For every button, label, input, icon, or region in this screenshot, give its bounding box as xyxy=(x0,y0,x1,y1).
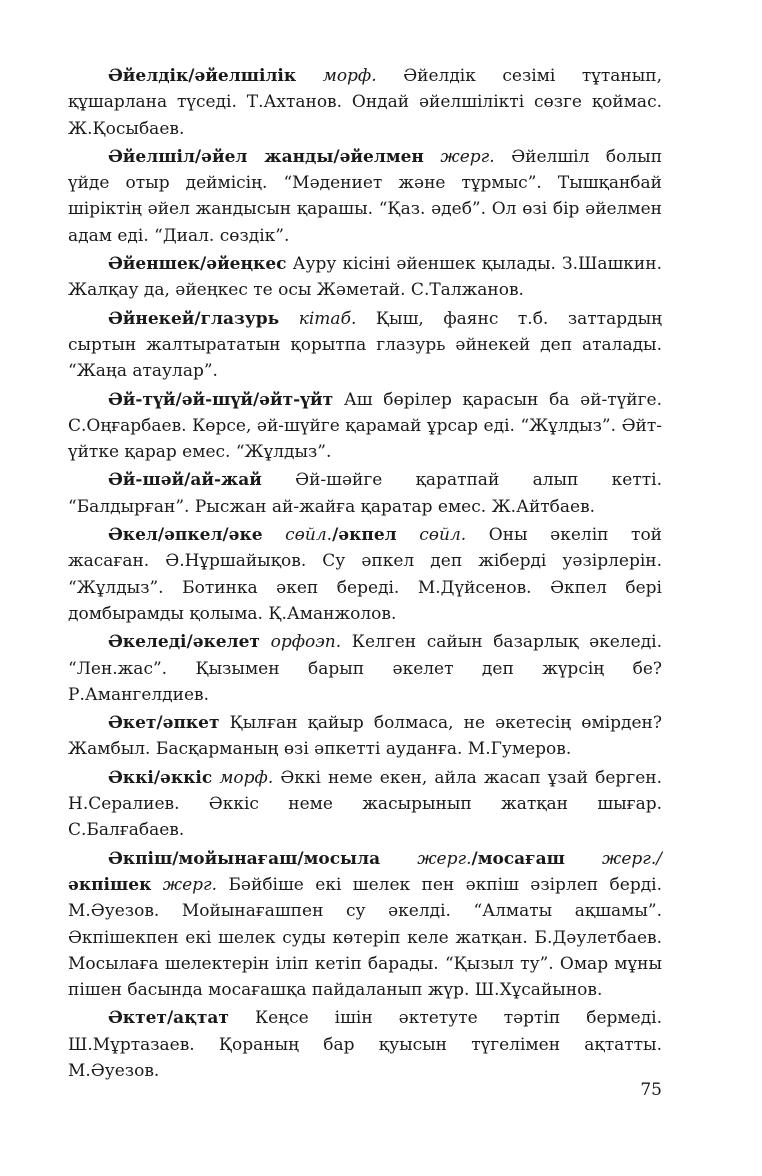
headword: Әккі/әккіс xyxy=(108,767,213,788)
headword: Әйелдік/әйелшілік xyxy=(108,66,297,86)
usage-label: жерг. xyxy=(440,146,495,167)
usage-label: сөйл. xyxy=(285,525,333,546)
headword: Әкеледі/әкелет xyxy=(108,632,260,653)
entry-aket xyxy=(68,710,662,763)
entry-ai-tui xyxy=(68,387,662,466)
entry-examples: Бәйбіше екі шелек пен әкпіш әзірлеп берді. М.Әуезов. Мойынағашпен су әкелді. “Алматы ақшамы”. Әкпішекпен екі шелек суды көтеріп келе жатқан. Б.Дәулетбаев. Мосылаға шелектерін іліп кетіп барады. “Қызыл ту”. Омар мұны пішен басында мосағашқа пайдаланып жүр. Ш.Хұсайынов. xyxy=(68,874,663,1001)
headword-variant: /әкпел xyxy=(332,525,397,546)
entry-aiensheк xyxy=(68,251,662,304)
entry-ainekei xyxy=(68,306,662,385)
entry-aieldik xyxy=(68,63,662,142)
headword: Әйелшіл/әйел жанды/әйелмен xyxy=(108,146,424,167)
entry-ai-shai xyxy=(68,467,662,520)
headword: Әйнекей/глазурь xyxy=(108,308,280,329)
entry-examples: Әккі неме екен, айла жасап ұзай берген. Н.Сералиев. Әккіс неме жасырынып жатқан шығар. С.Балғабаев. xyxy=(68,767,663,841)
page-number: 75 xyxy=(640,1080,662,1100)
entry-examples: Әй-шәйге қаратпай алып кетті. “Балдырған”. Рысжан ай-жайға қаратар емес. Ж.Айтбаев. xyxy=(68,470,662,517)
entry-examples: Ауру кісіні әйеншек қылады. З.Шашкин. Жалқау да, әйеңкес те осы Жәметай. С.Талжанов. xyxy=(68,254,663,301)
entry-akpish xyxy=(68,846,662,1004)
entry-examples: Кеңсе ішін әктетуте тәртіп бермеді. Ш.Мұртазаев. Қораның бар қуысын түгелімен ақтатты. М.Әуезов. xyxy=(68,1008,663,1081)
headword: Әкет/әпкет xyxy=(108,713,220,734)
usage-label-variant: сөйл. xyxy=(419,525,467,546)
entry-akki xyxy=(68,765,662,844)
entry-examples: Келген сайын базарлық әкеледі. “Лен.жас”. Қызымен барып әкелет деп жүрсің бе? Р.Амангелдиев. xyxy=(68,632,663,705)
headword-variant-2: әкпішек xyxy=(68,874,152,895)
usage-label: жерг. xyxy=(417,848,472,869)
usage-label: морф. xyxy=(219,767,274,788)
usage-label: орфоэп. xyxy=(270,632,342,653)
headword: Әкпіш/мойынағаш/мосыла xyxy=(108,848,381,869)
entry-aielshil xyxy=(68,144,662,249)
entry-examples: Әйелшіл болып үйде отыр деймісің. “Мәдениет және тұрмыс”. Тышқанбай шіріктің әйел жандысын қарашы. “Қаз. әдеб”. Ол өзі бір әйелмен адам еді. “Диал. сөздік”. xyxy=(68,146,663,246)
entry-akeledi xyxy=(68,629,662,708)
usage-label: кітаб. xyxy=(298,308,357,329)
headword: Әктет/ақтат xyxy=(108,1008,229,1029)
entry-examples: Қыш, фаянс т.б. заттардың сыртын жалтырататын қорытпа глазурь әйнекей деп аталады. “Жаңа атаулар”. xyxy=(68,308,663,382)
entry-examples: Аш бөрілер қарасын ба әй-түйге. С.Оңғарбаев. Көрсе, әй-шүйге қарамай ұрсар еді. “Жұлдыз”. Әйт-үйтке қарар емес. “Жұлдыз”. xyxy=(68,389,662,463)
dictionary-text xyxy=(68,63,662,1086)
entry-akel xyxy=(68,522,662,627)
headword: Әйеншек/әйеңкес xyxy=(108,254,287,275)
headword-variant: /мосағаш xyxy=(471,848,565,869)
entry-examples: Әйелдік сезімі тұтанып, құшарлана түседі. Т.Ахтанов. Ондай әйелшілікті сөзге қоймас. Ж.Қосыбаев. xyxy=(68,66,663,139)
usage-label-variant: жерг./ xyxy=(602,848,662,869)
headword: Әй-түй/әй-шүй/әйт-үйт xyxy=(108,389,334,410)
headword: Әй-шәй/ай-жай xyxy=(108,470,262,491)
entry-examples: Қылған қайыр болмаса, не әкетесің өмірден? Жамбыл. Басқарманың өзі әпкетті ауданға. М.Гумеров. xyxy=(68,713,662,760)
usage-label-variant-2: жерг. xyxy=(162,874,218,895)
entry-examples: Оны әкеліп той жасаған. Ә.Нұршайықов. Су әпкел деп жіберді уәзірлерін. “Жұлдыз”. Ботинка әкеп береді. М.Дүйсенов. Әкпел бері домбырамды қолыма. Қ.Аманжолов. xyxy=(68,525,663,624)
usage-label: морф. xyxy=(322,66,377,86)
headword: Әкел/әпкел/әке xyxy=(108,525,263,546)
entry-aktet xyxy=(68,1005,662,1084)
